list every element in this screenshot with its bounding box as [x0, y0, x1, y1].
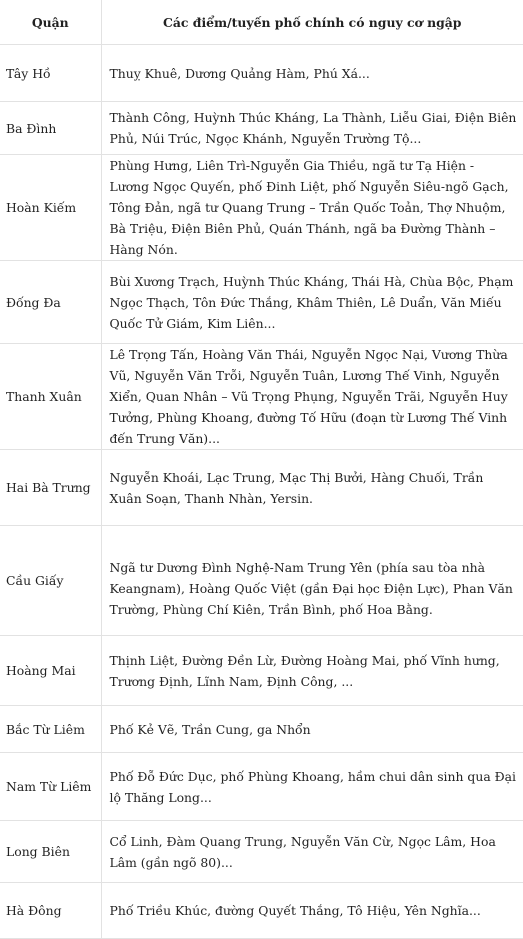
district-cell: Long Biên — [0, 821, 101, 883]
streets-cell: Nguyễn Khoái, Lạc Trung, Mạc Thị Bưởi, Hàng Chuối, Trần Xuân Soạn, Thanh Nhàn, Yersin. — [101, 450, 523, 526]
district-cell: Cầu Giấy — [0, 526, 101, 636]
district-cell: Hà Đông — [0, 883, 101, 939]
streets-cell: Cổ Linh, Đàm Quang Trung, Nguyễn Văn Cừ, Ngọc Lâm, Hoa Lâm (gần ngõ 80)... — [101, 821, 523, 883]
table-header-row — [0, 0, 523, 45]
table-row — [0, 706, 523, 753]
table-row — [0, 155, 523, 261]
district-cell: Đống Đa — [0, 261, 101, 344]
table-row — [0, 821, 523, 883]
table-row — [0, 636, 523, 706]
district-cell: Hai Bà Trưng — [0, 450, 101, 526]
streets-cell: Phố Kẻ Vẽ, Trần Cung, ga Nhổn — [101, 706, 523, 753]
district-cell: Bắc Từ Liêm — [0, 706, 101, 753]
district-cell: Ba Đình — [0, 102, 101, 155]
streets-cell: Ngã tư Dương Đình Nghệ-Nam Trung Yên (phía sau tòa nhà Keangnam), Hoàng Quốc Việt (gần Đại học Điện Lực), Phan Văn Trường, Phùng Chí Kiên, Trần Bình, phố Hoa Bằng. — [101, 526, 523, 636]
district-cell: Nam Từ Liêm — [0, 753, 101, 821]
streets-cell: Thuỵ Khuê, Dương Quảng Hàm, Phú Xá... — [101, 45, 523, 102]
table-row — [0, 526, 523, 636]
table-row — [0, 450, 523, 526]
district-cell: Hoàng Mai — [0, 636, 101, 706]
table-row — [0, 102, 523, 155]
district-cell: Hoàn Kiếm — [0, 155, 101, 261]
column-header-streets: Các điểm/tuyến phố chính có nguy cơ ngập — [101, 0, 523, 45]
table-row — [0, 753, 523, 821]
streets-cell: Thành Công, Huỳnh Thúc Kháng, La Thành, Liễu Giai, Điện Biên Phủ, Núi Trúc, Ngọc Khánh, Nguyễn Trường Tộ... — [101, 102, 523, 155]
table-row — [0, 883, 523, 939]
streets-cell: Thịnh Liệt, Đường Đền Lừ, Đường Hoàng Mai, phố Vĩnh hưng, Trương Định, Lĩnh Nam, Định Công, ... — [101, 636, 523, 706]
table-row — [0, 344, 523, 450]
streets-cell: Phố Triều Khúc, đường Quyết Thắng, Tô Hiệu, Yên Nghĩa... — [101, 883, 523, 939]
district-cell: Tây Hồ — [0, 45, 101, 102]
streets-cell: Phùng Hưng, Liên Trì-Nguyễn Gia Thiều, ngã tư Tạ Hiện - Lương Ngọc Quyến, phố Đinh Liệt, phố Nguyễn Siêu-ngõ Gạch, Tông Đản, ngã tư Quang Trung – Trần Quốc Toản, Thợ Nhuộm, Bà Triệu, Điện Biên Phủ, Quán Thánh, ngã ba Đường Thành – Hàng Nón. — [101, 155, 523, 261]
column-header-district: Quận — [0, 0, 101, 45]
district-cell: Thanh Xuân — [0, 344, 101, 450]
streets-cell: Lê Trọng Tấn, Hoàng Văn Thái, Nguyễn Ngọc Nại, Vương Thừa Vũ, Nguyễn Văn Trỗi, Nguyễn Tuân, Lương Thế Vinh, Nguyễn Xiển, Quan Nhân – Vũ Trọng Phụng, Nguyễn Trãi, Nguyễn Huy Tưởng, Phùng Khoang, đường Tố Hữu (đoạn từ Lương Thế Vinh đến Trung Văn)... — [101, 344, 523, 450]
table-row — [0, 261, 523, 344]
streets-cell: Phố Đỗ Đức Dục, phố Phùng Khoang, hầm chui dân sinh qua Đại lộ Thăng Long... — [101, 753, 523, 821]
table-row — [0, 45, 523, 102]
streets-cell: Bùi Xương Trạch, Huỳnh Thúc Kháng, Thái Hà, Chùa Bộc, Phạm Ngọc Thạch, Tôn Đức Thắng, Khâm Thiên, Lê Duẩn, Văn Miếu Quốc Tử Giám, Kim Liên... — [101, 261, 523, 344]
